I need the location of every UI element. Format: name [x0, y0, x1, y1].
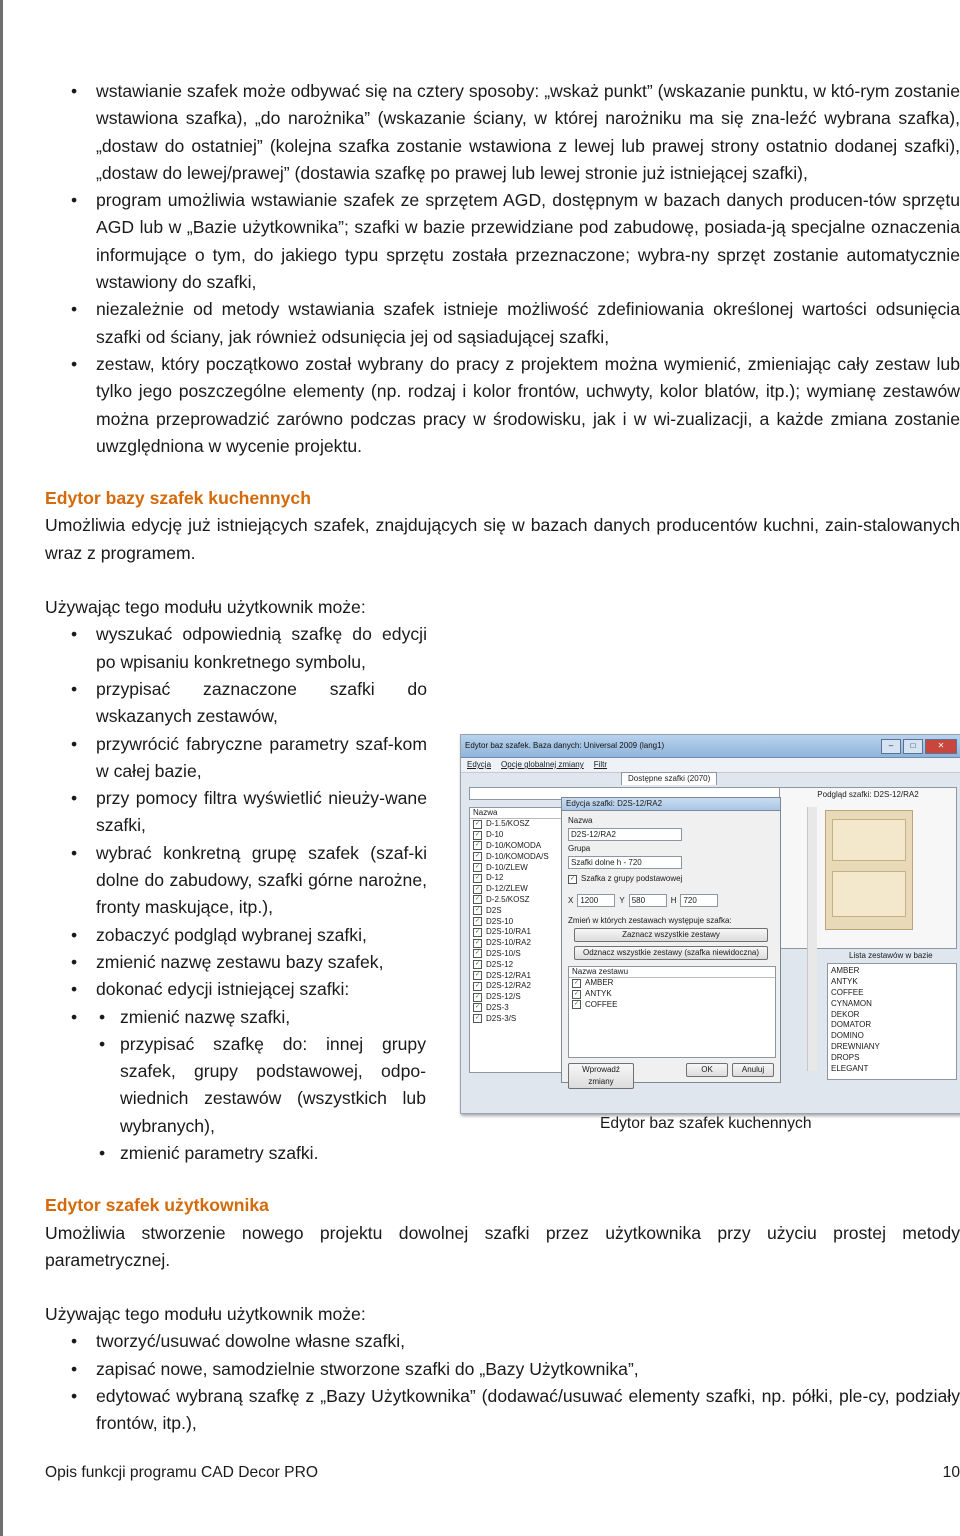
checkbox-icon[interactable]: ✓ [474, 982, 481, 989]
group-select[interactable]: Szafki dolne h - 720 [568, 856, 682, 869]
set-list-header: Nazwa zestawu [569, 967, 775, 978]
list-item[interactable] [470, 1003, 562, 1014]
list-item[interactable] [470, 819, 562, 830]
checkbox-label: Szafka z grupy podstawowej [581, 874, 683, 883]
checkbox-icon[interactable]: ✓ [474, 874, 481, 881]
dimension-fields [568, 894, 718, 907]
list-item: • wstawianie szafek może odbywać się na cztery sposoby: „wskaż punkt” (wskazanie punktu, w któ-rym zostanie wstawiona szafka), „do narożnika” (wskazanie ściany, w której narożniku ma się zna-leźć wybrana szafka), „dostaw do ostatniej” (kolejna szafka zostanie wstawiona z lewej lub prawej strony ostatnio dodanej szafki), „dostaw do lewej/prawej” (dostawia szafkę po prawej lub lewej stronie już istniejącej szafki), [45, 78, 960, 187]
close-icon[interactable]: ✕ [925, 739, 957, 754]
editor-screenshot [460, 734, 960, 1114]
list-item[interactable] [470, 981, 562, 992]
window-titlebar [461, 735, 960, 758]
cabinet-preview-image [825, 810, 913, 930]
section-intro: Umożliwia edycję już istniejących szafek, znajdujących się w bazach danych producentów kuchni, zain-stalowanych wraz z programem. [45, 515, 960, 563]
scrollbar[interactable] [807, 807, 817, 1071]
list-item-label: AMBER [585, 978, 614, 988]
dim-x-label: X [568, 895, 574, 905]
checkbox-icon[interactable]: ✓ [474, 972, 481, 979]
list-item[interactable] [828, 1009, 956, 1020]
list-item[interactable] [828, 966, 956, 977]
list-item: • zmienić nazwę zestawu bazy szafek, [45, 949, 427, 976]
list-item[interactable] [828, 1052, 956, 1063]
sub-list-item: • zmienić parametry szafki. [45, 1140, 426, 1167]
list-item: • dokonać edycji istniejącej szafki: [45, 976, 427, 1003]
checkbox-icon[interactable]: ✓ [474, 864, 481, 871]
list-item-label: COFFEE [585, 999, 618, 1009]
list-item: • przy pomocy filtra wyświetlić nieuży-wane szafki, [45, 785, 427, 840]
list-item[interactable] [470, 884, 562, 895]
list-item[interactable] [470, 862, 562, 873]
list-item-label: D2S-3 [486, 1002, 509, 1012]
menu-item-edit[interactable]: Edycja [467, 760, 492, 769]
checkbox-icon[interactable]: ✓ [474, 842, 481, 849]
page-number: 10 [942, 1464, 960, 1481]
feature-list [45, 78, 960, 460]
dim-h-label: H [670, 895, 677, 905]
list-item[interactable] [828, 1020, 956, 1031]
name-label: Nazwa [568, 816, 593, 825]
list-item[interactable] [470, 873, 562, 884]
list-item[interactable] [470, 895, 562, 906]
section-intro: Umożliwia stworzenie nowego projektu dowolnej szafki przez użytkownika przy użyciu prostej metody parametrycznej. [45, 1222, 960, 1270]
list-item[interactable] [828, 1031, 956, 1042]
list-item[interactable] [470, 841, 562, 852]
right-list-title: Lista zestawów w bazie [849, 951, 933, 960]
footer-title: Opis funkcji programu CAD Decor PRO [45, 1464, 318, 1481]
list-item-label: DOMATOR [831, 1020, 872, 1030]
list-item: • tworzyć/usuwać dowolne własne szafki, [45, 1328, 960, 1355]
checkbox-icon[interactable]: ✓ [573, 1001, 580, 1008]
ok-button[interactable]: OK [686, 1063, 728, 1077]
dim-y-input[interactable]: 580 [629, 894, 667, 907]
unmark-all-sets-button[interactable]: Odznacz wszystkie zestawy (szafka niewidoczna) [574, 946, 768, 960]
list-item-label: COFFEE [831, 987, 864, 997]
list-item-label: D2S [486, 905, 502, 915]
list-item: • wybrać konkretną grupę szafek (szaf-ki dolne do zabudowy, szafki górne narożne, fronty maskujące, itp.), [45, 840, 427, 922]
list-item[interactable] [569, 989, 775, 1000]
list-item[interactable] [828, 977, 956, 988]
checkbox-icon[interactable]: ✓ [474, 896, 481, 903]
dialog-title: Edycja szafki: D2S-12/RA2 [562, 798, 780, 811]
list-item-label: DOMINO [831, 1031, 864, 1041]
user-editor-list [45, 1328, 960, 1437]
list-item-label: DREWNIANY [831, 1041, 880, 1051]
menu-bar [461, 758, 960, 773]
list-item[interactable] [470, 938, 562, 949]
page-edge [0, 0, 3, 1536]
preview-title: Podgląd szafki: D2S-12/RA2 [817, 790, 919, 799]
list-item-label: DROPS [831, 1052, 860, 1062]
edit-cabinet-dialog [561, 797, 781, 1086]
checkbox-icon[interactable]: ✓ [474, 853, 481, 860]
name-field[interactable]: D2S-12/RA2 [568, 828, 682, 841]
sub-list-container [45, 1004, 426, 1168]
section-lead: Używając tego modułu użytkownik może: [45, 1304, 366, 1325]
list-item-label: ELEGANT [831, 1063, 869, 1073]
list-item-label: D2S-12/RA1 [486, 970, 531, 980]
list-item[interactable] [470, 959, 562, 970]
set-list [827, 963, 957, 1080]
section-heading: Edytor szafek użytkownika [45, 1195, 269, 1216]
list-item: • edytować wybraną szafkę z „Bazy Użytkownika” (dodawać/usuwać elementy szafki, np. półki, ple-cy, podziały frontów, itp.), [45, 1383, 960, 1438]
list-item-label: D-10/ZLEW [486, 862, 528, 872]
list-item: • program umożliwia wstawianie szafek ze sprzętem AGD, dostępnym w bazach danych producen-tów sprzętu AGD lub w „Bazie użytkownika”; szafki w bazie przewidziane pod zabudowę, posiada-ją specjalne oznaczenia informujące o tym, do jakiego typu sprzętu została przeznaczone; wybra-ny sprzęt zostanie automatycznie wstawiony do szafki, [45, 187, 960, 296]
window-title: Edytor baz szafek. Baza danych: Universal 2009 (lang1) [465, 741, 665, 750]
list-item-label: D-10/KOMODA [486, 840, 542, 850]
list-item[interactable] [828, 1042, 956, 1053]
list-item[interactable] [470, 1013, 562, 1024]
list-item-label: D2S-12 [486, 959, 514, 969]
list-item: • zobaczyć podgląd wybranej szafki, [45, 922, 427, 949]
checkbox-icon: ✓ [569, 875, 576, 882]
list-item[interactable] [470, 916, 562, 927]
list-item[interactable] [470, 992, 562, 1003]
list-item-label: D-12 [486, 873, 504, 883]
list-item[interactable] [569, 1000, 775, 1011]
checkbox-icon[interactable]: ✓ [474, 939, 481, 946]
list-item: • przypisać zaznaczone szafki do wskazanych zestawów, [45, 676, 427, 731]
maximize-icon[interactable]: □ [903, 739, 923, 754]
list-item-label: ANTYK [585, 989, 612, 999]
dim-x-input[interactable]: 1200 [577, 894, 615, 907]
menu-item-filter[interactable]: Filtr [593, 760, 608, 769]
page-footer [45, 1464, 960, 1482]
checkbox-icon[interactable]: ✓ [573, 979, 580, 986]
minimize-icon[interactable]: – [881, 739, 901, 754]
checkbox-icon[interactable]: ✓ [474, 950, 481, 957]
preview-area [779, 787, 957, 949]
group-label: Grupa [568, 844, 591, 853]
list-item-label: D2S-10/RA2 [486, 938, 531, 948]
list-item[interactable] [470, 830, 562, 841]
list-item-label: D-10 [486, 830, 504, 840]
checkbox-icon[interactable]: ✓ [573, 990, 580, 997]
checkbox-icon[interactable]: ✓ [474, 907, 481, 914]
checkbox-icon[interactable]: ✓ [474, 1015, 481, 1022]
apply-changes-button[interactable]: Wprowadź zmiany [568, 1063, 634, 1089]
list-header: Nazwa [470, 808, 562, 819]
tab-bar [621, 772, 716, 785]
list-item-label: D-1.5/KOSZ [486, 819, 530, 829]
list-item[interactable] [828, 998, 956, 1009]
set-checklist [568, 966, 776, 1058]
list-item: • zapisać nowe, samodzielnie stworzone szafki do „Bazy Użytkownika”, [45, 1356, 960, 1383]
checkbox-icon[interactable]: ✓ [474, 1004, 481, 1011]
list-item: • niezależnie od metody wstawiania szafek istnieje możliwość zdefiniowania określonej wartości odsunięcia szafki od ściany, jak również odsunięcia jej od sąsiadującej szafki, [45, 296, 960, 351]
cancel-button[interactable]: Anuluj [732, 1063, 774, 1077]
list-item-label: D2S-10/S [486, 948, 521, 958]
list-item: • przywrócić fabryczne parametry szaf-kom w całej bazie, [45, 731, 427, 786]
list-item-label: D-10/KOMODA/S [486, 851, 549, 861]
checkbox-icon[interactable]: ✓ [474, 993, 481, 1000]
checkbox-icon[interactable]: ✓ [474, 820, 481, 827]
list-item-label: DEKOR [831, 1009, 860, 1019]
list-item-label: D-2.5/KOSZ [486, 894, 530, 904]
sub-list-item: • przypisać szafkę do: innej grupy szafek, grupy podstawowej, odpo-wiednich zestawów (wszystkich lub wybranych), [45, 1031, 426, 1140]
list-item: • zestaw, który początkowo został wybrany do pracy z projektem można wymienić, zmieniając cały zestaw lub tylko jego poszczególne elementy (np. rodzaj i kolor frontów, uchwyty, kolor blatów, itp.); wymianę zestawów można przeprowadzić zarówno podczas pracy w środowisku, jak i w wi-zualizacji, a każde zmiana zostanie uwzględniona w wycenie projektu. [45, 351, 960, 460]
list-item-label: D2S-12/RA2 [486, 981, 531, 991]
cabinet-list [469, 807, 563, 1073]
list-item-label: AMBER [831, 966, 860, 976]
list-item[interactable] [470, 851, 562, 862]
list-item-label: D2S-3/S [486, 1013, 517, 1023]
sub-list-item: • • zmienić nazwę szafki, [45, 1004, 426, 1031]
list-item[interactable] [828, 1063, 956, 1074]
section-heading: Edytor bazy szafek kuchennych [45, 488, 311, 509]
checkbox-icon[interactable]: ✓ [474, 831, 481, 838]
dim-h-input[interactable]: 720 [680, 894, 718, 907]
dim-y-label: Y [619, 895, 625, 905]
checkbox-icon[interactable]: ✓ [474, 885, 481, 892]
list-item-label: D-12/ZLEW [486, 884, 528, 894]
list-item[interactable] [470, 970, 562, 981]
menu-item-global-options[interactable]: Opcje globalnej zmiany [501, 760, 584, 769]
tab-available-cabinets[interactable]: Dostępne szafki (2070) [621, 772, 717, 785]
list-item[interactable] [470, 905, 562, 916]
list-item[interactable] [569, 978, 775, 989]
checkbox-icon[interactable]: ✓ [474, 928, 481, 935]
checkbox-icon[interactable]: ✓ [474, 961, 481, 968]
figure-caption: Edytor baz szafek kuchennych [600, 1115, 812, 1132]
list-item[interactable] [470, 949, 562, 960]
list-item-label: D2S-10 [486, 916, 514, 926]
mark-all-sets-button[interactable]: Zaznacz wszystkie zestawy [574, 928, 768, 942]
list-item-label: D2S-10/RA1 [486, 927, 531, 937]
edit-sub-list [45, 1004, 426, 1168]
list-item-label: D2S-12/S [486, 992, 521, 1002]
sets-group-title: Zmień w których zestawach występuje szafka: [568, 916, 732, 925]
list-item[interactable] [470, 927, 562, 938]
base-group-checkbox[interactable] [568, 874, 682, 884]
list-item[interactable] [828, 988, 956, 999]
list-item: • wyszukać odpowiednią szafkę do edycji po wpisaniu konkretnego symbolu, [45, 621, 427, 676]
list-item-label: ANTYK [831, 977, 858, 987]
section-lead: Używając tego modułu użytkownik może: [45, 597, 366, 618]
list-item-label: CYNAMON [831, 998, 872, 1008]
checkbox-icon[interactable]: ✓ [474, 918, 481, 925]
